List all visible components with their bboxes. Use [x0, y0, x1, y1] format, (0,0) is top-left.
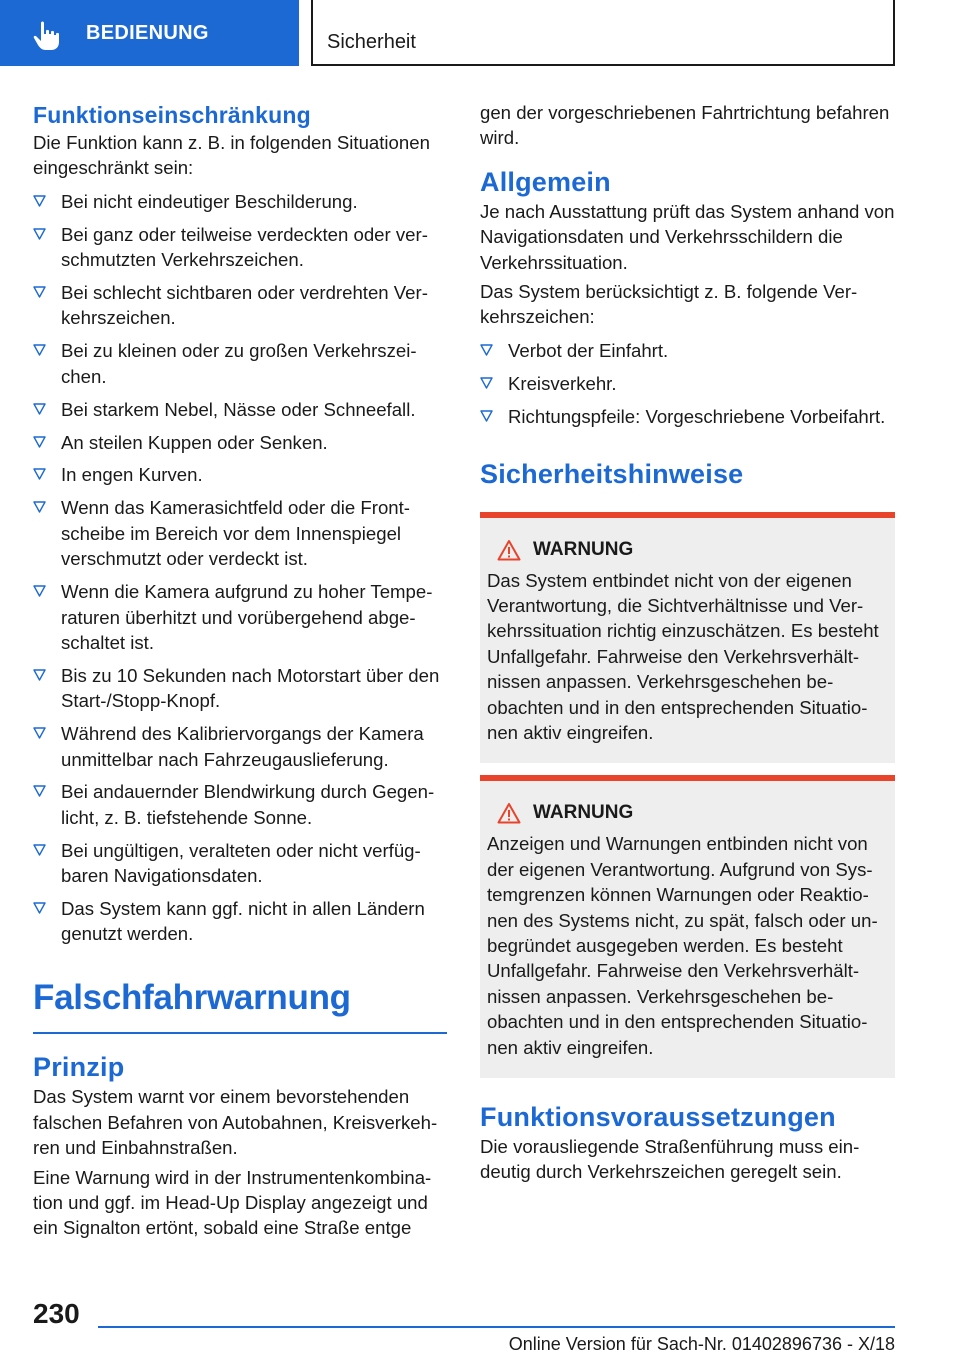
- section-header: [311, 0, 895, 66]
- warning-title: WARNUNG: [533, 802, 634, 824]
- list-item: [33, 721, 447, 772]
- funktionseinschraenkung-intro: Die Funktion kann z. B. in folgenden Situationen eingeschränkt sein:: [33, 132, 430, 179]
- main-heading: Falschfahrwarnung: [33, 978, 351, 1018]
- warning-box: [480, 512, 895, 764]
- list-item-text: Bei zu kleinen oder zu großen Verkehrszeichen.: [61, 340, 417, 387]
- prinzip-paragraph-2: Eine Warnung wird in der Instrumentenkombination und ggf. im Head-Up Display angezeigt und ein Signalton ertönt, sobald eine Straße entge: [33, 1166, 432, 1239]
- list-item-text: Wenn das Kamerasichtfeld oder die Frontscheibe im Bereich vor dem Innenspiegel verschmutzt oder verdeckt ist.: [61, 497, 410, 570]
- bullet-triangle-icon: [33, 436, 46, 448]
- sicherheitshinweise-heading: Sicherheitshinweise: [480, 458, 744, 489]
- chapter-label: BEDIENUNG: [86, 22, 209, 44]
- list-item: [33, 397, 447, 422]
- chapter-tab[interactable]: [0, 0, 299, 66]
- bullet-triangle-icon: [480, 410, 493, 422]
- bullet-triangle-icon: [33, 669, 46, 681]
- warning-box: [480, 775, 895, 1078]
- list-item: [33, 338, 447, 389]
- section-title: Sicherheit: [327, 31, 416, 53]
- list-item: [33, 663, 447, 714]
- list-item: [33, 189, 447, 214]
- list-item: [33, 222, 447, 273]
- bullet-triangle-icon: [33, 403, 46, 415]
- bullet-triangle-icon: [480, 377, 493, 389]
- bullet-triangle-icon: [33, 785, 46, 797]
- warning-title: WARNUNG: [533, 538, 634, 560]
- left-column: [33, 100, 447, 1241]
- list-item-text: Bei nicht eindeutiger Beschilderung.: [61, 190, 358, 212]
- bullet-triangle-icon: [33, 195, 46, 207]
- list-item: [33, 779, 447, 830]
- list-item: [480, 404, 895, 429]
- list-item-text: Bei schlecht sichtbaren oder verdrehten Verkehrszeichen.: [61, 282, 428, 329]
- list-item: [33, 430, 447, 455]
- bullet-triangle-icon: [33, 902, 46, 914]
- list-item-text: Während des Kalibriervorgangs der Kamera unmittelbar nach Fahrzeugauslieferung.: [61, 723, 424, 770]
- list-item: [33, 495, 447, 571]
- traffic-sign-list: [480, 338, 895, 429]
- warning-triangle-icon: [497, 802, 521, 824]
- funktionsvoraussetzungen-heading: Funktionsvoraussetzungen: [480, 1102, 836, 1133]
- footer-rule: [98, 1326, 895, 1328]
- bullet-triangle-icon: [33, 727, 46, 739]
- list-item-text: Kreisverkehr.: [508, 372, 617, 394]
- continued-paragraph: gen der vorgeschriebenen Fahrtrichtung befahren wird.: [480, 102, 890, 149]
- page-number: 230: [33, 1298, 80, 1329]
- prinzip-paragraph-1: Das System warnt vor einem bevorstehenden falschen Befahren von Autobahnen, Kreisverkehren und Einbahnstraßen.: [33, 1086, 438, 1159]
- bullet-triangle-icon: [33, 585, 46, 597]
- bullet-triangle-icon: [33, 468, 46, 480]
- list-item-text: Richtungspfeile: Vorgeschriebene Vorbeifahrt.: [508, 405, 886, 427]
- allgemein-heading: Allgemein: [480, 166, 611, 197]
- list-item-text: In engen Kurven.: [61, 464, 203, 486]
- bullet-triangle-icon: [33, 228, 46, 240]
- warning-text: Anzeigen und Warnungen entbinden nicht von der eigenen Verantwortung. Aufgrund von Systemgrenzen können Warnungen oder Reaktionen des Systems nicht, zu spät, falsch oder unbegründet ausgegeben werden. Es besteht Unfallgefahr. Fahrweise den Verkehrsverhältnissen anpassen. Verkehrsgeschehen beobachten und in den entsprechenden Situationen aktiv eingreifen.: [487, 833, 878, 1058]
- bullet-triangle-icon: [480, 344, 493, 356]
- list-item-text: Bei starkem Nebel, Nässe oder Schneefall.: [61, 398, 416, 420]
- footer-version-text: Online Version für Sach-Nr. 01402896736 - X/18: [508, 1334, 895, 1354]
- list-item: [33, 280, 447, 331]
- list-item-text: Das System kann ggf. nicht in allen Ländern genutzt werden.: [61, 898, 425, 945]
- funktionsvoraussetzungen-paragraph: Die vorausliegende Straßenführung muss eindeutig durch Verkehrszeichen geregelt sein.: [480, 1136, 860, 1183]
- prinzip-heading: Prinzip: [33, 1052, 125, 1083]
- warning-triangle-icon: [497, 539, 521, 561]
- warning-text: Das System entbindet nicht von der eigenen Verantwortung, die Sichtverhältnisse und Verkehrssituation richtig einzuschätzen. Es besteht Unfallgefahr. Fahrweise den Verkehrsverhältnissen anpassen. Verkehrsgeschehen beobachten und in den entsprechenden Situationen aktiv eingreifen.: [487, 569, 879, 743]
- list-item-text: Wenn die Kamera aufgrund zu hoher Temperaturen überhitzt und vorübergehend abgeschaltet ist.: [61, 581, 433, 653]
- right-column: [480, 100, 895, 1185]
- bullet-triangle-icon: [33, 844, 46, 856]
- list-item-text: Verbot der Einfahrt.: [508, 339, 669, 361]
- bullet-triangle-icon: [33, 344, 46, 356]
- list-item-text: An steilen Kuppen oder Senken.: [61, 431, 328, 453]
- list-item-text: Bis zu 10 Sekunden nach Motorstart über den Start-/Stopp-Knopf.: [61, 664, 440, 712]
- list-item: [480, 371, 895, 396]
- list-item: [33, 896, 447, 947]
- list-item-text: Bei ganz oder teilweise verdeckten oder verschmutzten Verkehrszeichen.: [61, 223, 428, 271]
- bullet-triangle-icon: [33, 501, 46, 513]
- funktionseinschraenkung-heading: Funktionseinschränkung: [33, 102, 311, 128]
- list-item-text: Bei andauernder Blendwirkung durch Gegenlicht, z. B. tiefstehende Sonne.: [61, 781, 435, 828]
- allgemein-paragraph-1: Je nach Ausstattung prüft das System anhand von Navigationsdaten und Verkehrsschildern die Verkehrssituation.: [480, 200, 895, 273]
- list-item-text: Bei ungültigen, veralteten oder nicht verfügbaren Navigationsdaten.: [61, 839, 421, 887]
- list-item: [33, 838, 447, 889]
- list-item: [33, 462, 447, 487]
- allgemein-paragraph-2: Das System berücksichtigt z. B. folgende Verkehrszeichen:: [480, 281, 858, 328]
- limitation-list: [33, 189, 447, 947]
- list-item: [33, 579, 447, 655]
- bullet-triangle-icon: [33, 286, 46, 298]
- hand-pointer-icon: [30, 20, 64, 52]
- list-item: [480, 338, 895, 363]
